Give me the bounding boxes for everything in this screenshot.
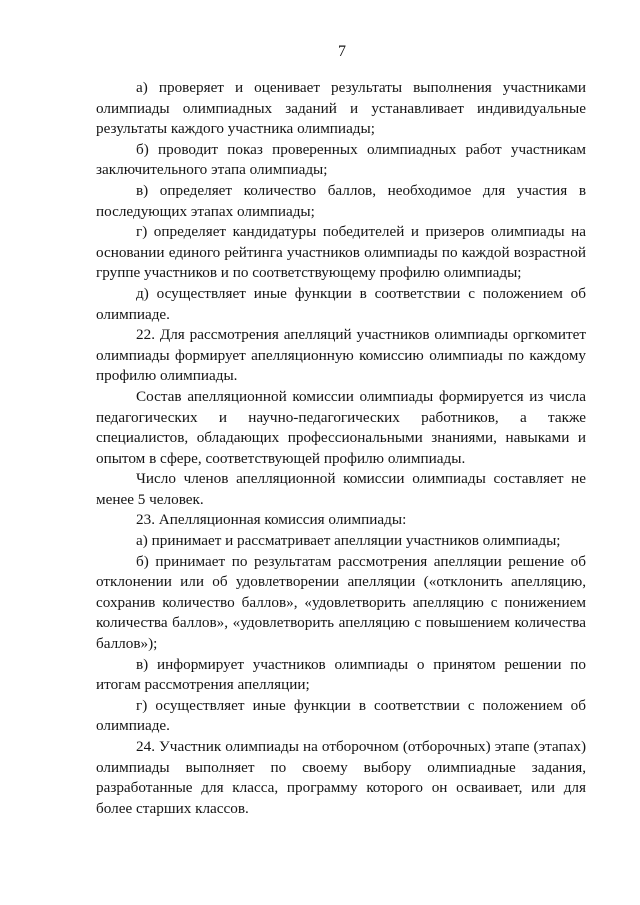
paragraph-23a: а) принимает и рассматривает апелляции участников олимпиады; xyxy=(136,532,561,550)
paragraph-24: 24. Участник олимпиады на отборочном (отборочных) этапе (этапах) олимпиады выполняет по своему выбору олимпиадные задания, разработанные для класса, программу которого он осваивает, или для более старших классов. xyxy=(96,738,586,817)
paragraph-23b: б) принимает по результатам рассмотрения апелляции решение об отклонении или об удовлетворении апелляции («отклонить апелляцию, сохранив количество баллов», «удовлетворить апелляцию с понижением количества баллов», «удовлетворить апелляцию с повышением количества баллов»); xyxy=(96,552,586,653)
paragraph-23: 23. Апелляционная комиссия олимпиады: xyxy=(136,511,407,529)
paragraph-21g: г) определяет кандидатуры победителей и призеров олимпиады на основании единого рейтинга участников олимпиады по каждой возрастной группе участников и по соответствующему профилю олимпиады; xyxy=(96,223,586,282)
page-number: 7 xyxy=(338,43,346,60)
paragraph-22-members: Число членов апелляционной комиссии олимпиады составляет не менее 5 человек. xyxy=(96,470,586,508)
paragraph-23g: г) осуществляет иные функции в соответствии с положением об олимпиаде. xyxy=(96,696,586,735)
paragraph-21v: в) определяет количество баллов, необходимое для участия в последующих этапах олимпиады; xyxy=(96,181,586,220)
paragraph-23v: в) информирует участников олимпиады о принятом решении по итогам рассмотрения апелляции; xyxy=(96,655,586,694)
paragraph-22-composition: Состав апелляционной комиссии олимпиады формируется из числа педагогических и научно-педагогических работников, а также специалистов, обладающих профессиональными знаниями, навыками и опытом в сфере, соответствующей профилю олимпиады. xyxy=(96,387,586,467)
document-body xyxy=(96,78,586,819)
paragraph-21a: а) проверяет и оценивает результаты выполнения участниками олимпиады олимпиадных заданий и устанавливает индивидуальные результаты каждого участника олимпиады; xyxy=(96,79,586,138)
paragraph-22: 22. Для рассмотрения апелляций участников олимпиады оргкомитет олимпиады формирует апелляционную комиссию олимпиады по каждому профилю олимпиады. xyxy=(96,326,586,385)
paragraph-21d: д) осуществляет иные функции в соответствии с положением об олимпиаде. xyxy=(96,284,586,323)
paragraph-21b: б) проводит показ проверенных олимпиадных работ участникам заключительного этапа олимпиады; xyxy=(96,140,586,179)
